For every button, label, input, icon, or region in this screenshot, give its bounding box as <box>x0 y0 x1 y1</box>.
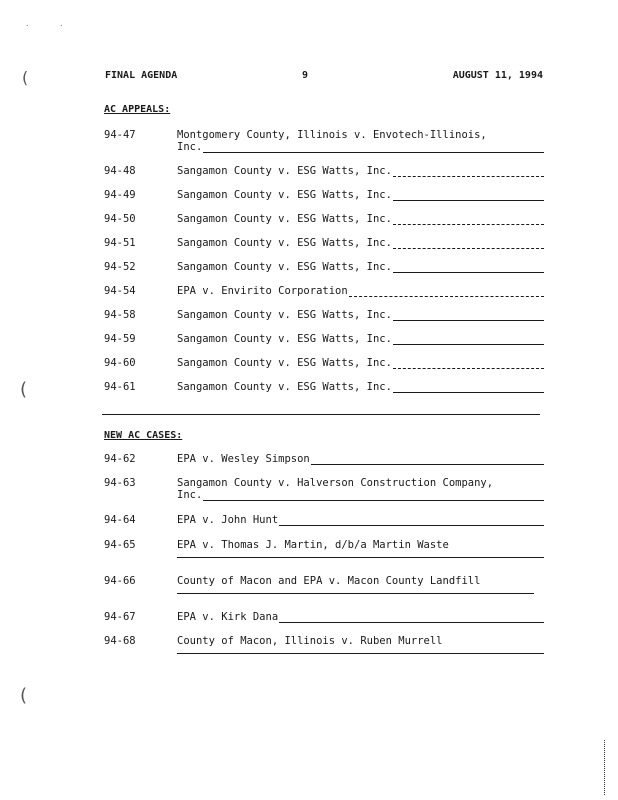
case-caption <box>177 309 544 321</box>
binder-hole-mark: ( <box>22 68 29 87</box>
scan-speck: . <box>60 19 63 28</box>
signature-line <box>393 167 544 177</box>
signature-line <box>393 383 544 393</box>
case-number: 94-60 <box>104 357 136 369</box>
case-number: 94-63 <box>104 477 136 489</box>
case-caption <box>177 514 544 526</box>
case-caption <box>177 285 544 297</box>
case-number: 94-67 <box>104 611 136 623</box>
signature-line <box>203 491 544 501</box>
case-caption <box>177 237 544 249</box>
case-caption <box>177 261 544 273</box>
signature-line <box>177 647 544 654</box>
binder-hole-mark: ( <box>20 379 28 400</box>
scan-speck: . <box>26 19 29 28</box>
case-caption-line1: Sangamon County v. ESG Watts, Inc. <box>177 357 392 369</box>
binder-hole-mark: ( <box>20 685 28 706</box>
case-caption <box>177 453 544 465</box>
header-date: AUGUST 11, 1994 <box>452 70 543 81</box>
case-number: 94-62 <box>104 453 136 465</box>
case-number: 94-65 <box>104 539 136 551</box>
case-number: 94-49 <box>104 189 136 201</box>
case-caption-line1: Sangamon County v. ESG Watts, Inc. <box>177 189 392 201</box>
case-number: 94-61 <box>104 381 136 393</box>
case-caption-line2: Inc. <box>177 141 203 153</box>
case-caption-line1: Sangamon County v. ESG Watts, Inc. <box>177 261 392 273</box>
case-caption-line1: EPA v. Wesley Simpson <box>177 453 310 465</box>
case-caption-line1: County of Macon and EPA v. Macon County Landfill <box>177 575 481 587</box>
signature-line <box>393 191 544 201</box>
section-title-ac-appeals: AC APPEALS: <box>104 104 171 115</box>
case-caption <box>177 213 544 225</box>
case-caption-line1: County of Macon, Illinois v. Ruben Murrell <box>177 635 443 647</box>
case-number: 94-52 <box>104 261 136 273</box>
case-caption-line1: EPA v. John Hunt <box>177 514 279 526</box>
signature-line <box>393 311 544 321</box>
case-number: 94-47 <box>104 129 136 141</box>
signature-line <box>311 455 544 465</box>
case-number: 94-59 <box>104 333 136 345</box>
signature-line <box>393 263 544 273</box>
case-number: 94-68 <box>104 635 136 647</box>
case-caption-line1: Sangamon County v. ESG Watts, Inc. <box>177 381 392 393</box>
case-number: 94-58 <box>104 309 136 321</box>
case-caption-line1: Sangamon County v. ESG Watts, Inc. <box>177 213 392 225</box>
case-caption-line1: EPA v. Thomas J. Martin, d/b/a Martin Waste <box>177 539 449 551</box>
signature-line <box>203 143 544 153</box>
signature-line <box>393 359 544 369</box>
case-number: 94-50 <box>104 213 136 225</box>
case-caption-line1: Montgomery County, Illinois v. Envotech-Illinois, <box>177 129 487 141</box>
case-caption <box>177 611 544 623</box>
section-title-new-ac-cases: NEW AC CASES: <box>104 430 183 441</box>
signature-line <box>177 587 534 594</box>
case-caption <box>177 477 544 501</box>
case-number: 94-64 <box>104 514 136 526</box>
case-caption <box>177 189 544 201</box>
case-caption-line2: Inc. <box>177 489 203 501</box>
section-divider <box>102 414 540 415</box>
signature-line <box>279 516 544 526</box>
case-caption <box>177 333 544 345</box>
signature-line <box>177 551 544 558</box>
case-number: 94-66 <box>104 575 136 587</box>
case-number: 94-48 <box>104 165 136 177</box>
case-caption <box>177 357 544 369</box>
case-caption <box>177 165 544 177</box>
signature-line <box>393 215 544 225</box>
case-number: 94-51 <box>104 237 136 249</box>
case-caption <box>177 575 544 594</box>
signature-line <box>349 287 544 297</box>
case-caption-line1: EPA v. Kirk Dana <box>177 611 279 623</box>
header-page-number: 9 <box>302 70 309 81</box>
case-caption-line1: Sangamon County v. ESG Watts, Inc. <box>177 237 392 249</box>
case-caption-line1: Sangamon County v. ESG Watts, Inc. <box>177 165 392 177</box>
case-number: 94-54 <box>104 285 136 297</box>
signature-line <box>393 335 544 345</box>
case-caption-line1: Sangamon County v. Halverson Construction Company, <box>177 477 494 489</box>
header-title: FINAL AGENDA <box>105 70 178 81</box>
case-caption <box>177 539 544 558</box>
case-caption-line1: Sangamon County v. ESG Watts, Inc. <box>177 333 392 345</box>
page-header <box>105 70 543 82</box>
scan-edge-mark <box>604 740 606 795</box>
case-caption <box>177 381 544 393</box>
case-caption-line1: Sangamon County v. ESG Watts, Inc. <box>177 309 392 321</box>
signature-line <box>279 613 544 623</box>
case-caption <box>177 129 544 153</box>
case-caption-line1: EPA v. Envirito Corporation <box>177 285 348 297</box>
signature-line <box>393 239 544 249</box>
case-caption <box>177 635 544 654</box>
